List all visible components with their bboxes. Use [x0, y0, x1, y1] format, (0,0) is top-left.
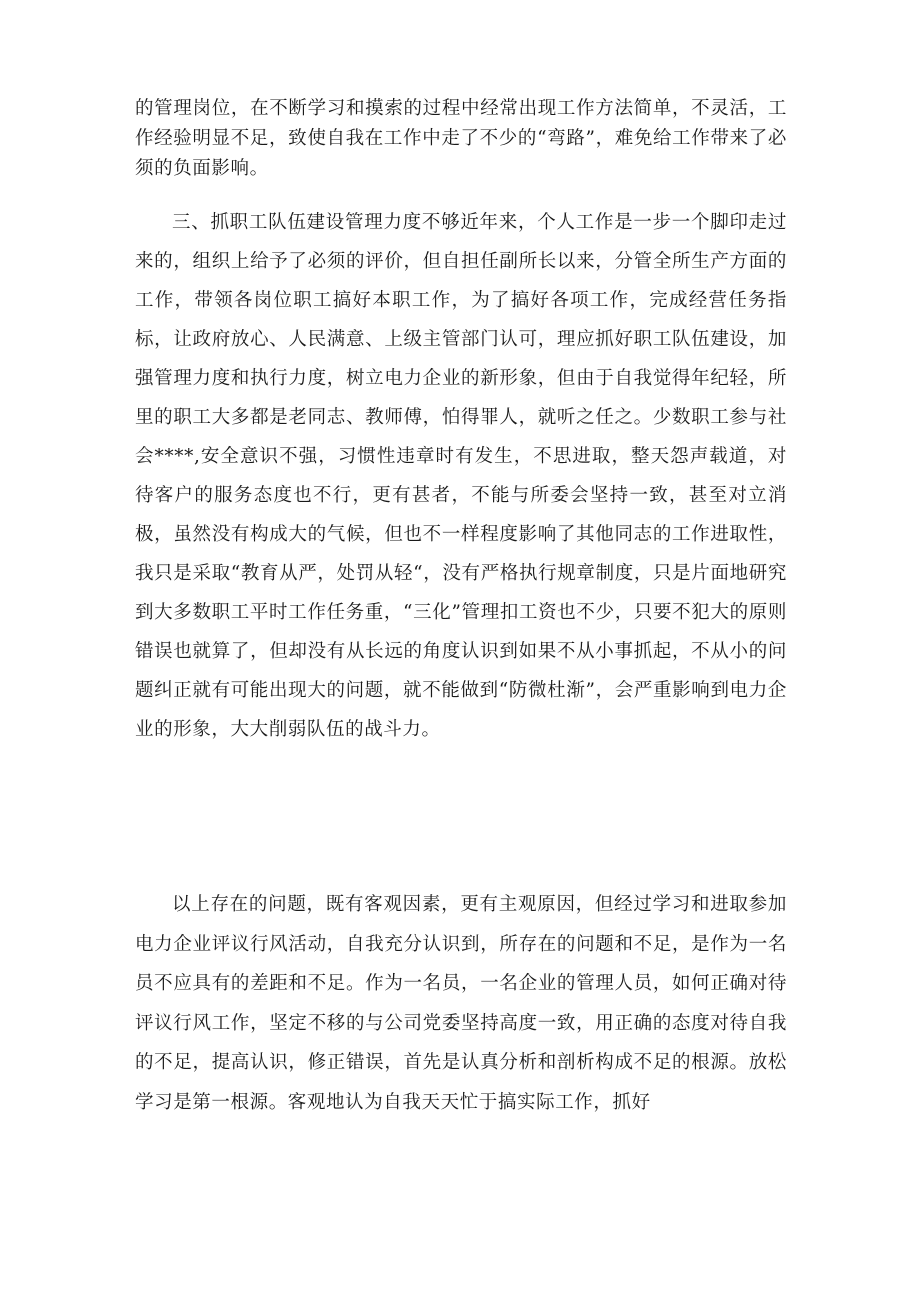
paragraph-2: 三、抓职工队伍建设管理力度不够近年来，个人工作是一步一个脚印走过来的，组织上给予了必须的评价，但自担任副所长以来，分管全所生产方面的工作，带领各岗位职工搞好本职工作，为了搞好各项工作，完成经营任务指标，让政府放心、人民满意、上级主管部门认可，理应抓好职工队伍建设，加强管理力度和执行力度，树立电力企业的新形象，但由于自我觉得年纪轻，所里的职工大多都是老同志、教师傅，怕得罪人，就听之任之。少数职工参与社会****,安全意识不强，习惯性违章时有发生，不思进取，整天怨声载道，对待客户的服务态度也不行，更有甚者，不能与所委会坚持一致，甚至对立消极，虽然没有构成大的气候，但也不一样程度影响了其他同志的工作进取性，我只是采取“教育从严，处罚从轻“，没有严格执行规章制度，只是片面地研究到大多数职工平时工作任务重，“三化”管理扣工资也不少，只要不犯大的原则错误也就算了，但却没有从长远的角度认识到如果不从小事抓起，不从小的问题纠正就有可能出现大的问题，就不能做到“防微杜渐”，会严重影响到电力企业的形象，大大削弱队伍的战斗力。 [135, 212, 787, 740]
paragraph-3: 以上存在的问题，既有客观因素，更有主观原因，但经过学习和进取参加电力企业评议行风活动，自我充分认识到，所存在的问题和不足，是作为一名员不应具有的差距和不足。作为一名员，一名企业的管理人员，如何正确对待评议行风工作，坚定不移的与公司党委坚持高度一致，用正确的态度对待自我的不足，提高认识，修正错误，首先是认真分析和剖析构成不足的根源。放松学习是第一根源。客观地认为自我天天忙于搞实际工作，抓好 [135, 894, 787, 1113]
paragraph-1: 的管理岗位，在不断学习和摸索的过程中经常出现工作方法简单，不灵活，工作经验明显不足，致使自我在工作中走了不少的“弯路”，难免给工作带来了必须的负面影响。 [135, 98, 787, 179]
